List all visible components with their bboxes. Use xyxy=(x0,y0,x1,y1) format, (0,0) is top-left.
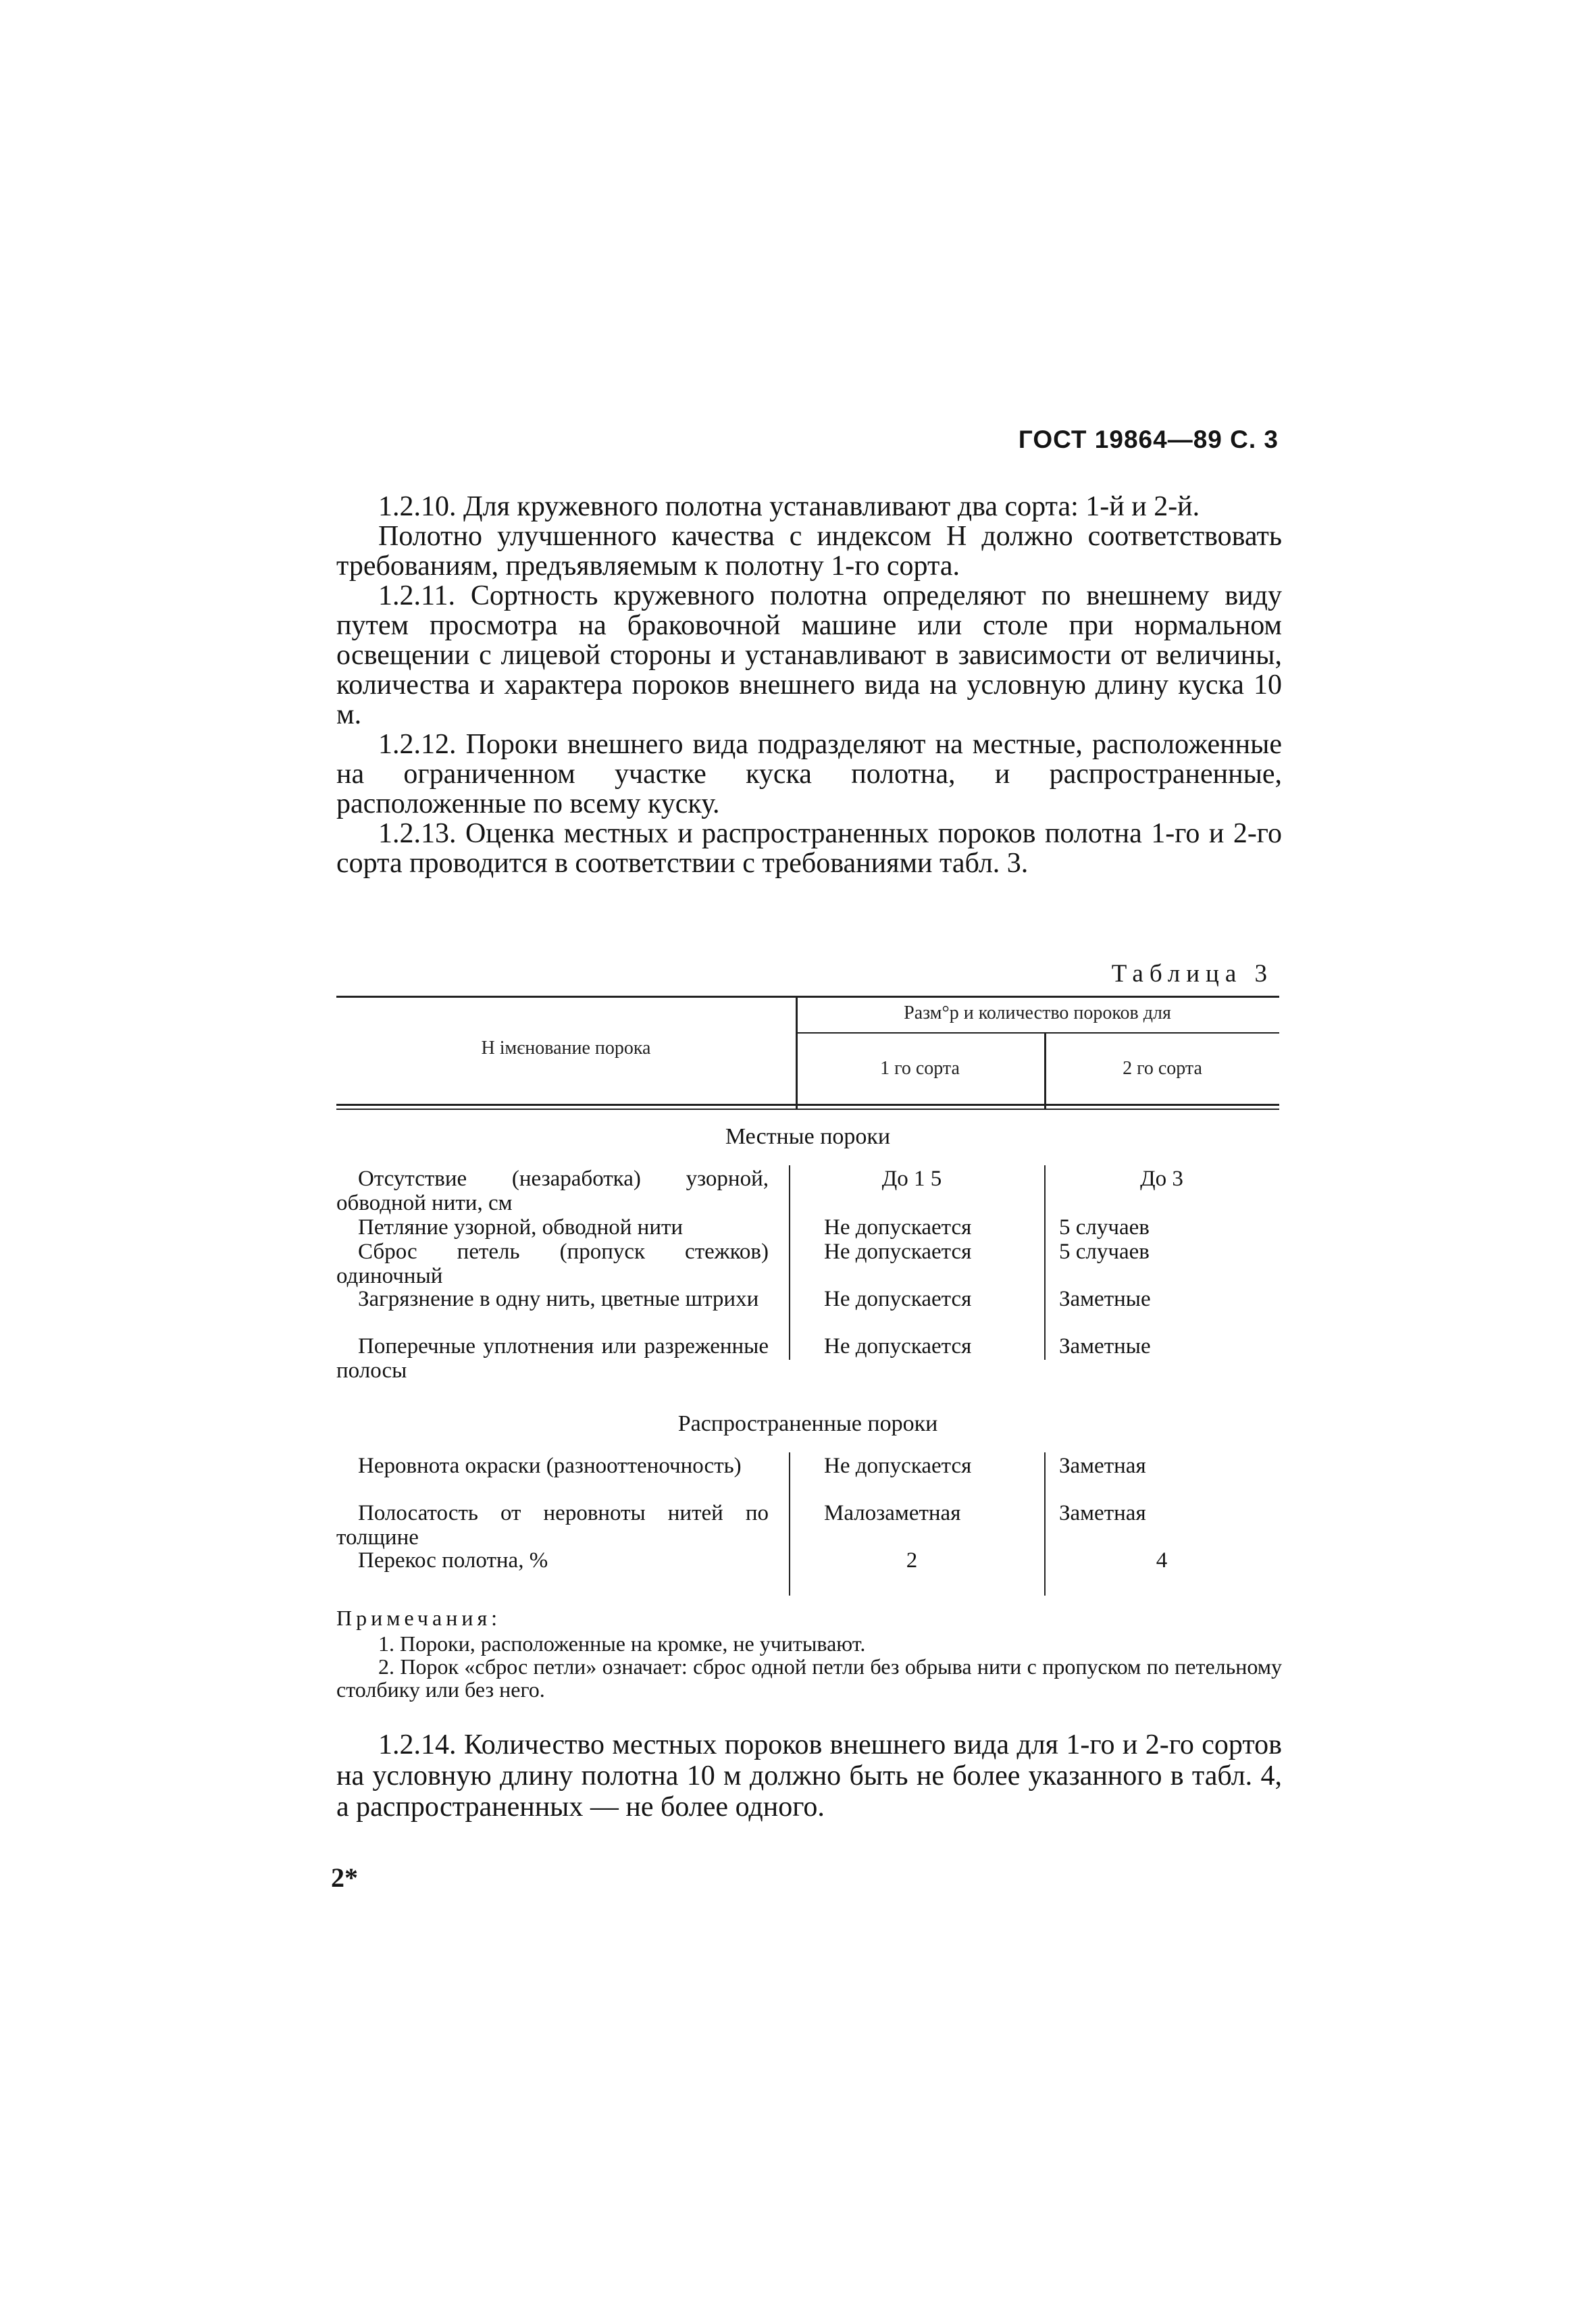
table-caption: Таблица 3 xyxy=(1111,960,1273,988)
grade-1-value: 2 xyxy=(906,1548,918,1573)
document-header: ГОСТ 19864—89 С. 3 xyxy=(1018,426,1279,453)
header-grade-2: 2 го сорта xyxy=(1123,1058,1202,1079)
column-divider-1 xyxy=(789,1165,790,1360)
defect-name: Отсутствие (незаработка) узорной, обводной нити, см xyxy=(336,1167,769,1215)
defect-name: Сброс петель (пропуск стежков) одиночный xyxy=(336,1240,769,1288)
grade-1-value: Не допускается xyxy=(824,1215,972,1240)
table-notes xyxy=(336,1606,1282,1701)
table-body xyxy=(336,1125,1279,1598)
paragraph-1-2-13: 1.2.13. Оценка местных и распространенных пороков полотна 1-го и 2-го сорта проводится в соответствии с требованиями табл. 3. xyxy=(336,818,1282,879)
grade-2-value: 5 случаев xyxy=(1059,1240,1150,1264)
grade-1-value: До 1 5 xyxy=(881,1167,942,1191)
defect-name: Петляние узорной, обводной нити xyxy=(358,1215,684,1240)
grade-1-value: Не допускается xyxy=(824,1287,972,1311)
paragraph-1-2-11: 1.2.11. Сортность кружевного полотна определяют по внешнему виду путем просмотра на браковочной машине или столе при нормальном освещении с лицевой стороны и устанавливают в зависимости от величины, количества и характера пороков внешнего вида на условную длину куска 10 м. xyxy=(336,580,1282,730)
grade-2-value: Заметные xyxy=(1059,1287,1151,1311)
table-header xyxy=(336,996,1279,1109)
defect-name: Перекос полотна, % xyxy=(358,1548,548,1573)
section-title-local: Местные пороки xyxy=(725,1124,891,1149)
section-title-widespread: Распространенные пороки xyxy=(677,1411,938,1436)
grade-2-value: Заметная xyxy=(1059,1501,1146,1525)
body-text xyxy=(336,492,1282,878)
column-divider-2 xyxy=(1044,1452,1046,1596)
column-divider-1 xyxy=(789,1452,790,1596)
paragraph-improved-quality: Полотно улучшенного качества с индексом Н должно соответствовать требованиям, предъявляемым к полотну 1-го сорта. xyxy=(336,521,1282,582)
grade-2-value: Заметные xyxy=(1059,1334,1151,1358)
note-item: 2. Порок «сброс петли» означает: сброс одной петли без обрыва нити с пропуском по петельному столбику или без него. xyxy=(336,1654,1282,1702)
table-header-bottom-rule-2 xyxy=(336,1109,1279,1110)
column-divider-2 xyxy=(1044,1165,1046,1360)
defect-name: Полосатость от неровноты нитей по толщине xyxy=(336,1501,769,1550)
paragraph-1-2-14: 1.2.14. Количество местных пороков внешнего вида для 1-го и 2-го сортов на условную длину полотна 10 м должно быть не более указанного в табл. 4, а распространенных — не более одного. xyxy=(336,1729,1282,1823)
note-item: 1. Пороки, расположенные на кромке, не учитывают. xyxy=(378,1631,866,1656)
table-top-rule xyxy=(336,996,1279,998)
paragraph-1-2-10: 1.2.10. Для кружевного полотна устанавливают два сорта: 1-й и 2-й. xyxy=(378,491,1200,522)
grade-1-value: Не допускается xyxy=(824,1240,972,1264)
defect-name: Загрязнение в одну нить, цветные штрихи xyxy=(358,1287,759,1311)
table-group-rule xyxy=(796,1032,1279,1034)
header-grade-1: 1 го сорта xyxy=(880,1058,960,1079)
defect-name: Поперечные уплотнения или разреженные полосы xyxy=(336,1334,769,1383)
notes-title: Примечания: xyxy=(336,1606,502,1630)
paragraph-1-2-12: 1.2.12. Пороки внешнего вида подразделяют на местные, расположенные на ограниченном участке куска полотна, и распространенные, расположенные по всему куску. xyxy=(336,729,1282,819)
table-header-bottom-rule xyxy=(336,1104,1279,1106)
grade-2-value: 4 xyxy=(1156,1548,1168,1573)
grade-1-value: Не допускается xyxy=(824,1454,972,1478)
grade-1-value: Малозаметная xyxy=(824,1501,961,1525)
grade-1-value: Не допускается xyxy=(824,1334,972,1358)
header-size-quantity: Разм°р и количество пороков для xyxy=(904,1002,1171,1023)
page-signature-mark: 2* xyxy=(331,1862,358,1893)
grade-2-value: Заметная xyxy=(1059,1454,1146,1478)
defect-name: Неровнота окраски (разнооттеночность) xyxy=(358,1454,742,1478)
grade-2-value: До 3 xyxy=(1140,1167,1183,1191)
header-defect-name: Н імєнование порока xyxy=(481,1038,651,1059)
grade-2-value: 5 случаев xyxy=(1059,1215,1150,1240)
paragraph-1-2-14-block xyxy=(336,1729,1282,1823)
